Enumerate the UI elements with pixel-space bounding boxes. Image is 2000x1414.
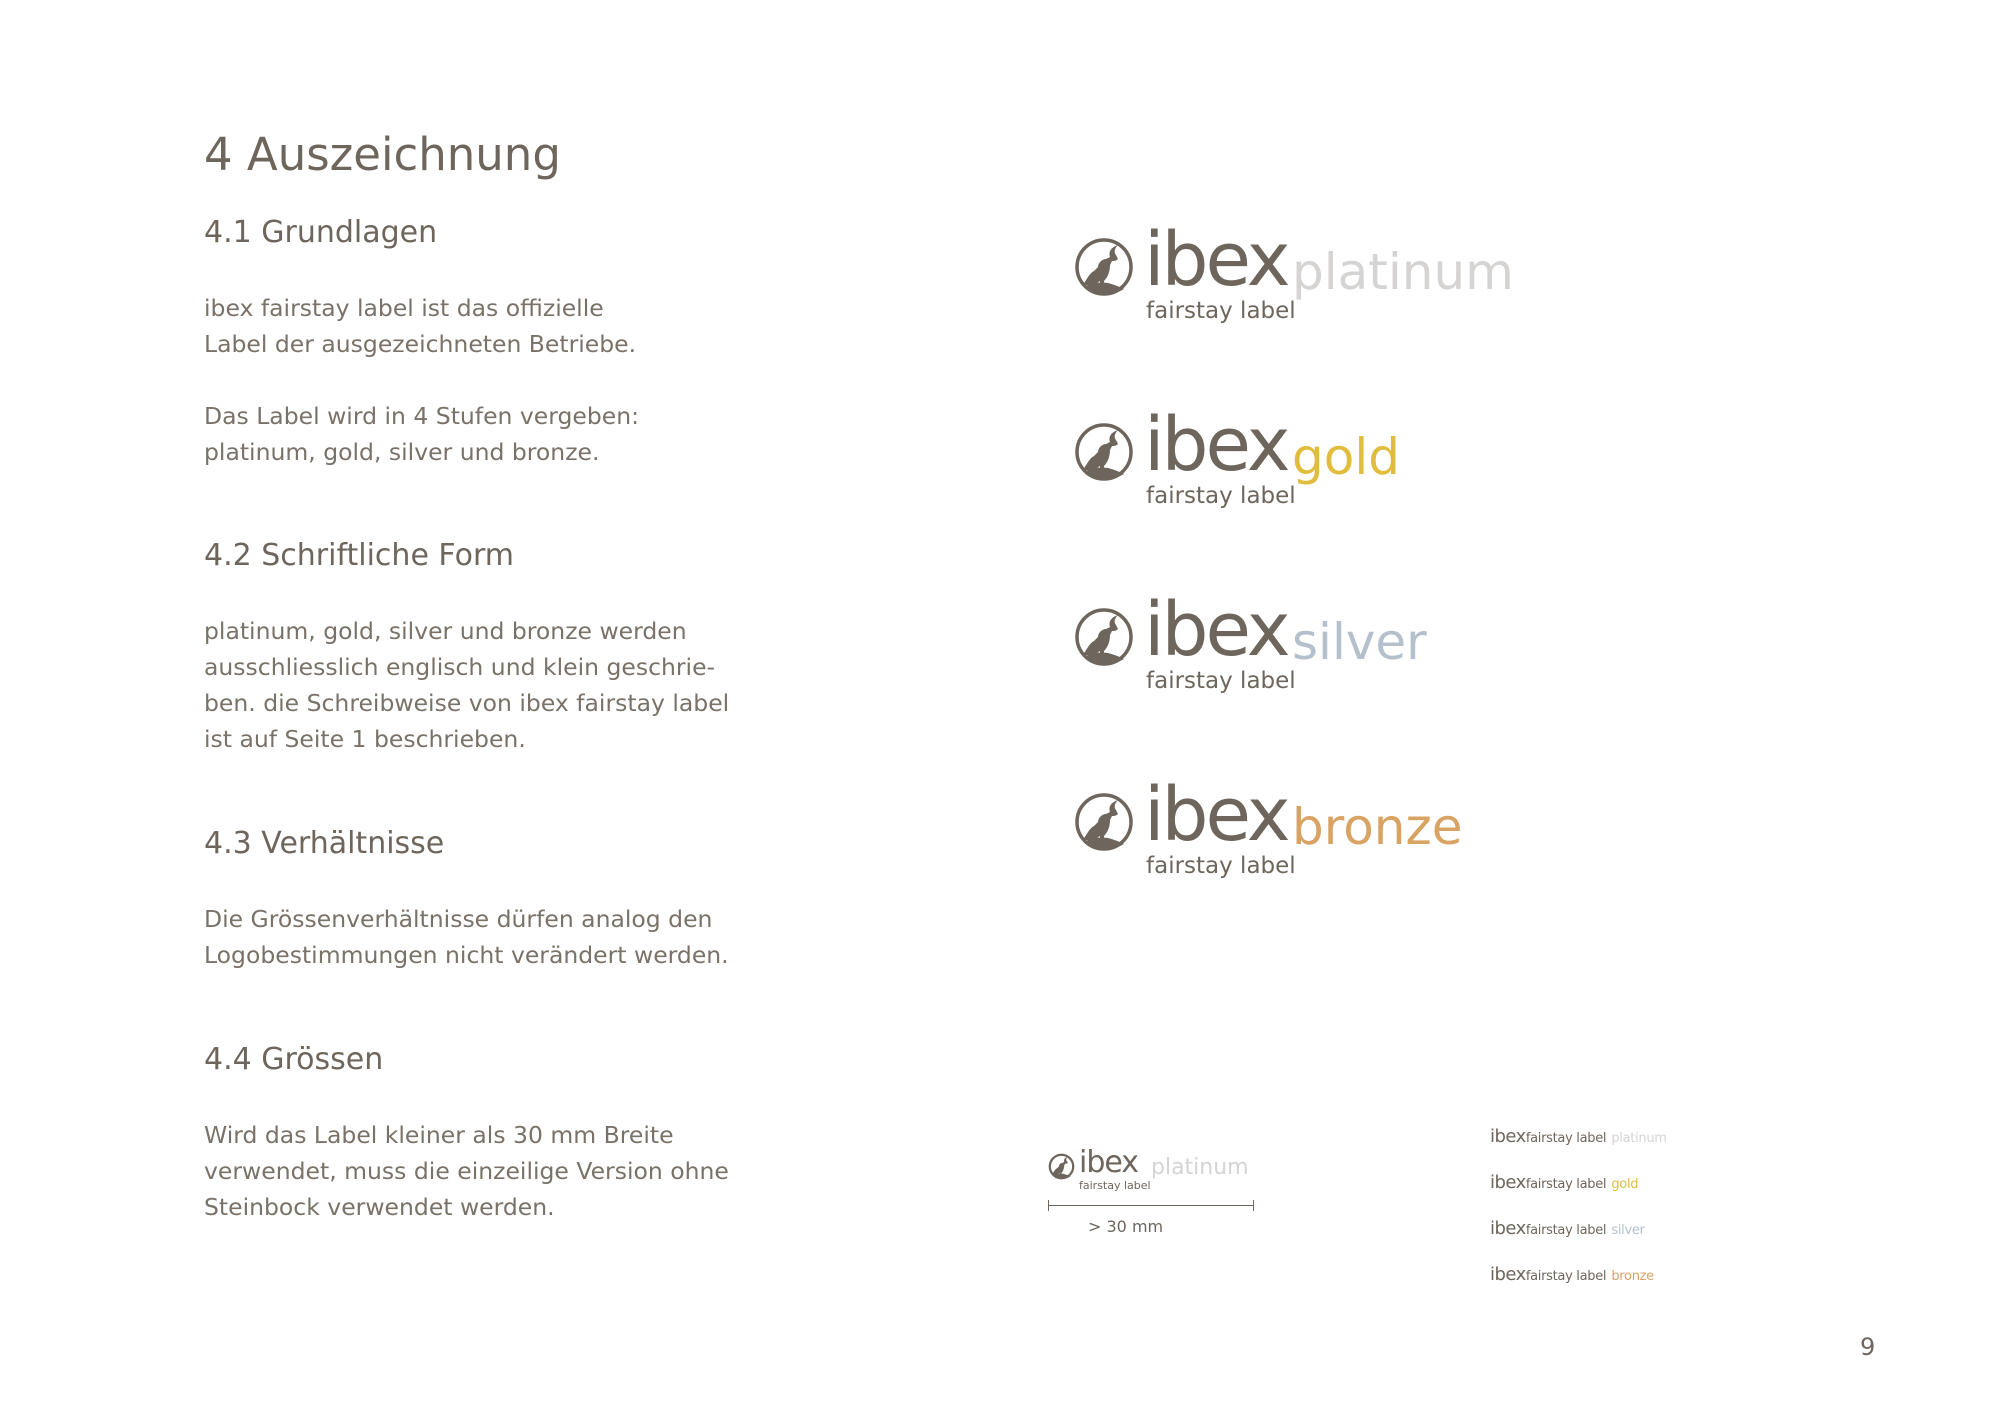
text-line: Label der ausgezeichneten Betriebe. xyxy=(204,330,637,358)
single-line-brand: ibex xyxy=(1490,1218,1526,1239)
logo-tier: gold xyxy=(1292,428,1400,486)
logo-subline: fairstay label xyxy=(1146,483,1296,509)
logo-tier: platinum xyxy=(1292,243,1514,301)
single-line-tier: bronze xyxy=(1611,1269,1654,1284)
ibex-emblem-icon xyxy=(1074,422,1134,482)
single-line-label-silver xyxy=(1490,1218,1645,1242)
page-number: 9 xyxy=(1860,1333,1876,1361)
size-measure-line xyxy=(1048,1196,1254,1216)
text-line: Steinbock verwendet werden. xyxy=(204,1193,555,1221)
measure-tick-right xyxy=(1253,1200,1254,1211)
logo-tier: silver xyxy=(1292,613,1427,671)
single-line-subline: fairstay label xyxy=(1525,1131,1607,1146)
section-heading-groessen: 4.4 Grössen xyxy=(204,1042,384,1077)
section-heading-schriftliche-form: 4.2 Schriftliche Form xyxy=(204,538,515,573)
logo-brand: ibex xyxy=(1144,402,1288,488)
measure-label: > 30 mm xyxy=(1088,1217,1164,1236)
logo-subline: fairstay label xyxy=(1146,298,1296,324)
logo-brand: ibex xyxy=(1144,772,1288,858)
text-line: Die Grössenverhältnisse dürfen analog den xyxy=(204,905,713,933)
logo-brand: ibex xyxy=(1144,217,1288,303)
text-line: ibex fairstay label ist das offizielle xyxy=(204,294,604,322)
text-line: Das Label wird in 4 Stufen vergeben: xyxy=(204,402,640,430)
section-text-verhaeltnisse xyxy=(204,901,729,973)
measure-line xyxy=(1048,1205,1254,1206)
logo-gold xyxy=(1074,402,1594,542)
section-text-grundlagen xyxy=(204,290,639,470)
text-line: ben. die Schreibweise von ibex fairstay label xyxy=(204,689,730,717)
single-line-tier: platinum xyxy=(1611,1131,1667,1146)
logo-subline: fairstay label xyxy=(1079,1179,1151,1192)
text-line: Logobestimmungen nicht verändert werden. xyxy=(204,941,729,969)
text-line: platinum, gold, silver und bronze. xyxy=(204,438,600,466)
text-line xyxy=(204,362,639,398)
logo-tier: platinum xyxy=(1151,1155,1249,1180)
section-heading-verhaeltnisse: 4.3 Verhältnisse xyxy=(204,826,445,861)
logo-bronze xyxy=(1074,772,1594,912)
ibex-emblem-icon xyxy=(1074,607,1134,667)
logo-silver xyxy=(1074,587,1594,727)
section-text-schriftliche-form xyxy=(204,613,729,757)
ibex-emblem-icon xyxy=(1048,1153,1075,1180)
ibex-emblem-icon xyxy=(1074,237,1134,297)
logo-brand: ibex xyxy=(1144,587,1288,673)
single-line-label-gold xyxy=(1490,1172,1638,1196)
logo-platinum xyxy=(1074,217,1594,357)
text-line: platinum, gold, silver und bronze werden xyxy=(204,617,687,645)
single-line-brand: ibex xyxy=(1490,1126,1526,1147)
single-line-brand: ibex xyxy=(1490,1264,1526,1285)
ibex-emblem-icon xyxy=(1074,792,1134,852)
logo-subline: fairstay label xyxy=(1146,668,1296,694)
text-line: verwendet, muss die einzeilige Version ohne xyxy=(204,1157,729,1185)
section-heading-grundlagen: 4.1 Grundlagen xyxy=(204,215,438,250)
single-line-subline: fairstay label xyxy=(1525,1223,1607,1238)
page-title: 4 Auszeichnung xyxy=(204,128,561,181)
single-line-tier: silver xyxy=(1611,1223,1645,1238)
logo-tier: bronze xyxy=(1292,798,1463,856)
logo-subline: fairstay label xyxy=(1146,853,1296,879)
text-line: ist auf Seite 1 beschrieben. xyxy=(204,725,526,753)
single-line-brand: ibex xyxy=(1490,1172,1526,1193)
text-line: Wird das Label kleiner als 30 mm Breite xyxy=(204,1121,674,1149)
text-line: ausschliesslich englisch und klein geschrie- xyxy=(204,653,716,681)
section-text-groessen xyxy=(204,1117,729,1225)
logo-brand: ibex xyxy=(1079,1145,1139,1180)
single-line-label-bronze xyxy=(1490,1264,1654,1288)
single-line-subline: fairstay label xyxy=(1525,1177,1607,1192)
single-line-tier: gold xyxy=(1611,1177,1639,1192)
single-line-label-platinum xyxy=(1490,1126,1667,1150)
single-line-subline: fairstay label xyxy=(1525,1269,1607,1284)
